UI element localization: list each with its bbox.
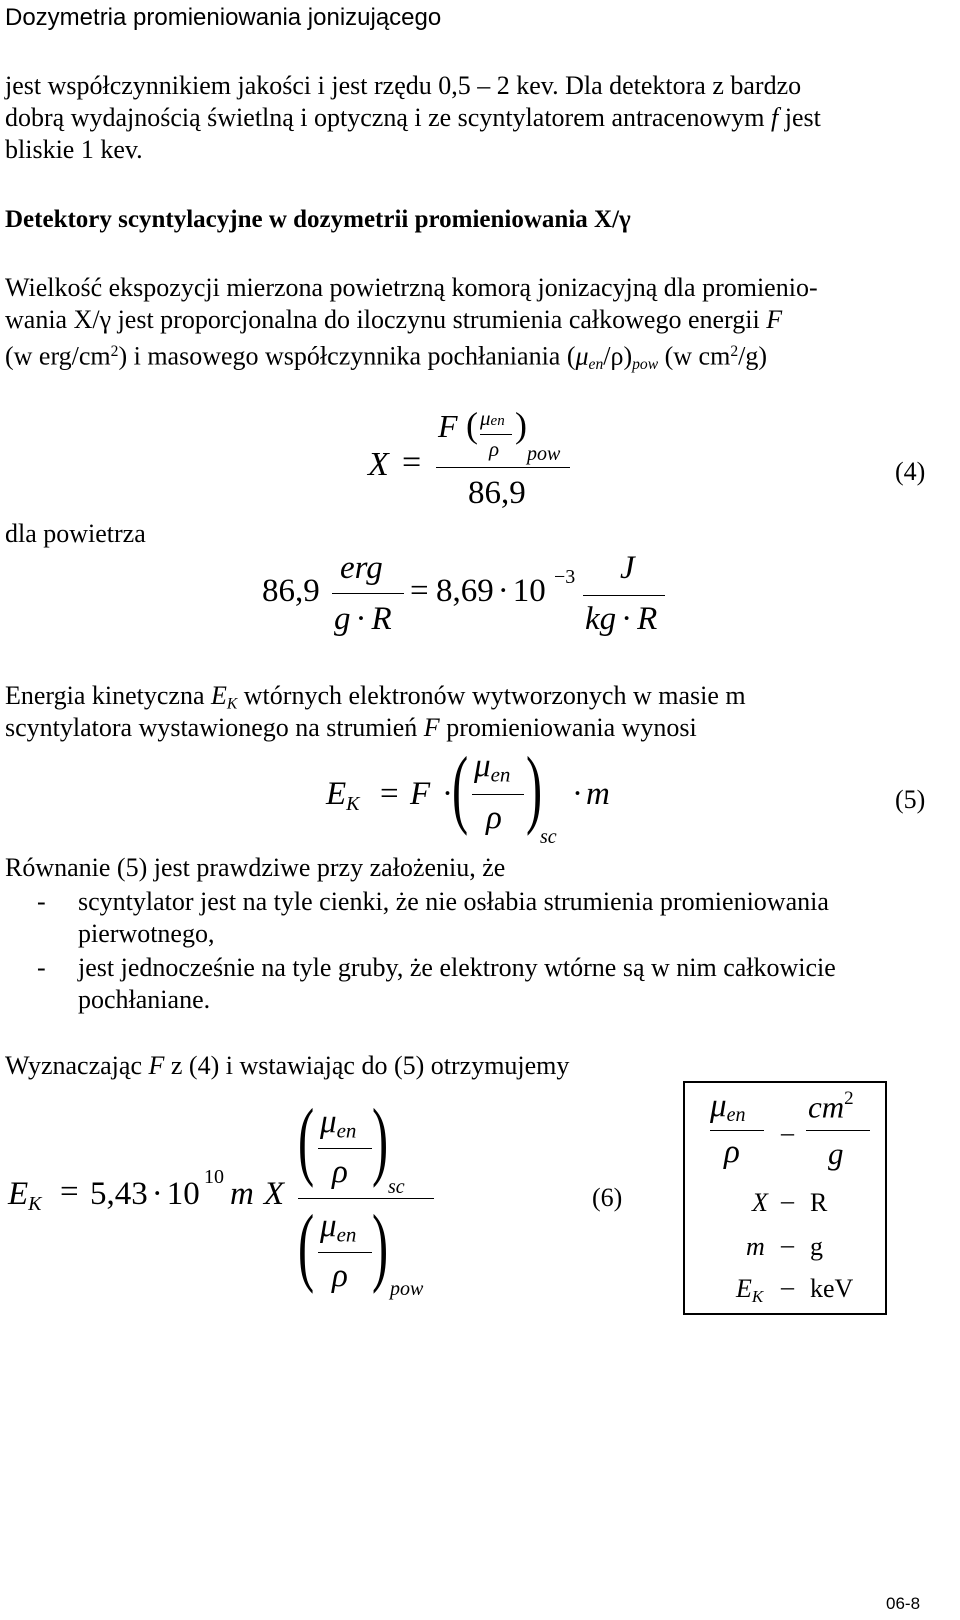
eq5-sc: sc <box>540 826 557 848</box>
eq6-equals: = <box>60 1174 79 1210</box>
eq5-E: EK <box>326 776 360 815</box>
units-mu-rho-line <box>710 1130 764 1131</box>
air-value: 8,69 · 10 <box>436 573 546 609</box>
para1-line-2: wania X/γ jest proporcjonalna do iloczynu strumienia całkowego energii F <box>5 305 783 334</box>
air-kg-R: kg · R <box>585 601 658 637</box>
eq6-den-open-paren: ( <box>298 1198 315 1295</box>
units-E: EK <box>736 1274 764 1307</box>
para1-line-1: Wielkość ekspozycji mierzona powietrzną komorą jonizacyjną dla promienio- <box>5 273 818 302</box>
units-R: R <box>810 1188 828 1217</box>
eq6-pow: pow <box>390 1278 424 1300</box>
list-item-1-line-1: scyntylator jest na tyle cienki, że nie osłabia strumienia promieniowania <box>78 887 829 916</box>
para2-line-2: scyntylatora wystawionego na strumień F promieniowania wynosi <box>5 713 697 742</box>
eq5-dot-2: · <box>572 776 583 812</box>
eq4-denominator: 86,9 <box>468 475 526 511</box>
eq6-num-mu: μen <box>320 1104 357 1143</box>
eq4-X: X <box>368 446 389 483</box>
eq4-equals: = <box>402 444 422 481</box>
eq6-num-close-paren: ) <box>372 1092 389 1189</box>
air-exponent: −3 <box>554 566 576 588</box>
eq4-close-paren: ) <box>515 405 527 445</box>
intro-line-1: jest współczynnikiem jakości i jest rzędu 0,5 – 2 kev. Dla detektora z bardzo <box>5 71 802 100</box>
eq5-equals: = <box>380 776 399 812</box>
units-m: m <box>746 1232 765 1261</box>
para3-intro: Równanie (5) jest prawdziwe przy założeniu, że <box>5 853 506 882</box>
air-equals: = <box>410 573 429 609</box>
eq4-mu: μen <box>480 406 505 430</box>
units-dash-2: – <box>781 1186 794 1215</box>
eq4-inner-fraction-line <box>480 434 512 435</box>
air-lhs: 86,9 <box>262 573 320 609</box>
eq6-den-fraction-line <box>318 1252 372 1253</box>
eq5-F: F <box>410 776 431 812</box>
para2-line-1: Energia kinetyczna $E_K$ wtórnych elektronów wytworzonych w masie m <box>5 681 746 713</box>
eq6-den-close-paren: ) <box>372 1198 389 1295</box>
air-fraction-line-1 <box>332 593 404 594</box>
units-g: g <box>828 1136 844 1171</box>
units-kev: keV <box>810 1274 854 1303</box>
eq6-num-open-paren: ( <box>298 1092 315 1189</box>
eq5-dot-1: · <box>442 776 453 812</box>
eq6-m-X: m X <box>230 1176 285 1212</box>
list-item-2-line-1: jest jednocześnie na tyle gruby, że elektrony wtórne są w nim całkowicie <box>78 953 836 982</box>
eq6-num-fraction-line <box>318 1148 372 1149</box>
eq6-num-rho: ρ <box>332 1154 348 1190</box>
units-dash-1: – <box>781 1118 794 1147</box>
units-mu: μen <box>710 1088 746 1126</box>
units-rho: ρ <box>724 1134 740 1170</box>
eq4-rho: ρ <box>489 437 500 461</box>
eq5-m: m <box>586 776 610 812</box>
page-number: 06-8 <box>886 1594 921 1613</box>
units-g-unit: g <box>810 1232 823 1261</box>
eq4-open-paren: ( <box>466 405 478 445</box>
eq4-fraction-line <box>436 467 570 468</box>
eq6-den-rho: ρ <box>332 1258 348 1294</box>
units-dash-3: – <box>781 1230 794 1259</box>
list-item-1-line-2: pierwotnego, <box>78 919 215 948</box>
eq5-close-paren: ) <box>526 740 543 837</box>
eq4-F: F <box>438 408 458 444</box>
list-dash-1: - <box>37 887 46 916</box>
eq6-E: EK <box>8 1176 42 1215</box>
eq4-pow: pow <box>527 443 561 465</box>
eq6-exponent: 10 <box>204 1166 224 1188</box>
eq6-sc: sc <box>388 1176 405 1198</box>
eq5-fraction-line <box>472 794 524 795</box>
air-g-R: g · R <box>334 601 392 637</box>
list-dash-2: - <box>37 953 46 982</box>
eq6-value: 5,43 · 10 <box>90 1176 200 1212</box>
list-item-2-line-2: pochłaniane. <box>78 985 211 1014</box>
units-cm-g-line <box>806 1130 870 1131</box>
units-cm: $cm^2$ <box>808 1088 854 1125</box>
units-dash-4: – <box>781 1272 794 1301</box>
eq5-label: (5) <box>895 785 926 814</box>
units-X: X <box>752 1188 768 1217</box>
eq5-rho: ρ <box>486 800 502 836</box>
eq4-label: (4) <box>895 457 926 486</box>
eq6-main-fraction-line <box>298 1198 434 1199</box>
air-J: J <box>620 550 635 586</box>
intro-line-3: bliskie 1 kev. <box>5 135 143 164</box>
air-label: dla powietrza <box>5 519 146 548</box>
page-header: Dozymetria promieniowania jonizującego <box>5 4 442 31</box>
eq6-den-mu: μen <box>320 1208 357 1247</box>
eq6-label: (6) <box>592 1183 623 1212</box>
air-fraction-line-2 <box>583 595 665 596</box>
eq5-open-paren: ( <box>452 740 469 837</box>
para4: Wyznaczając F z (4) i wstawiając do (5) otrzymujemy <box>5 1051 570 1080</box>
para1-line-3: (w erg/$cm^2$) i masowego współczynnika pochłaniania $(\mu_{en}/\rho)_{pow}$ (w $cm^2/g$) <box>5 341 768 373</box>
section-heading: Detektory scyntylacyjne w dozymetrii promieniowania X/γ <box>5 206 631 233</box>
intro-line-2: dobrą wydajnością świetlną i optyczną i ze scyntylatorem antracenowym f jest <box>5 103 821 132</box>
eq5-mu: μen <box>474 748 511 787</box>
air-erg: erg <box>340 550 383 586</box>
